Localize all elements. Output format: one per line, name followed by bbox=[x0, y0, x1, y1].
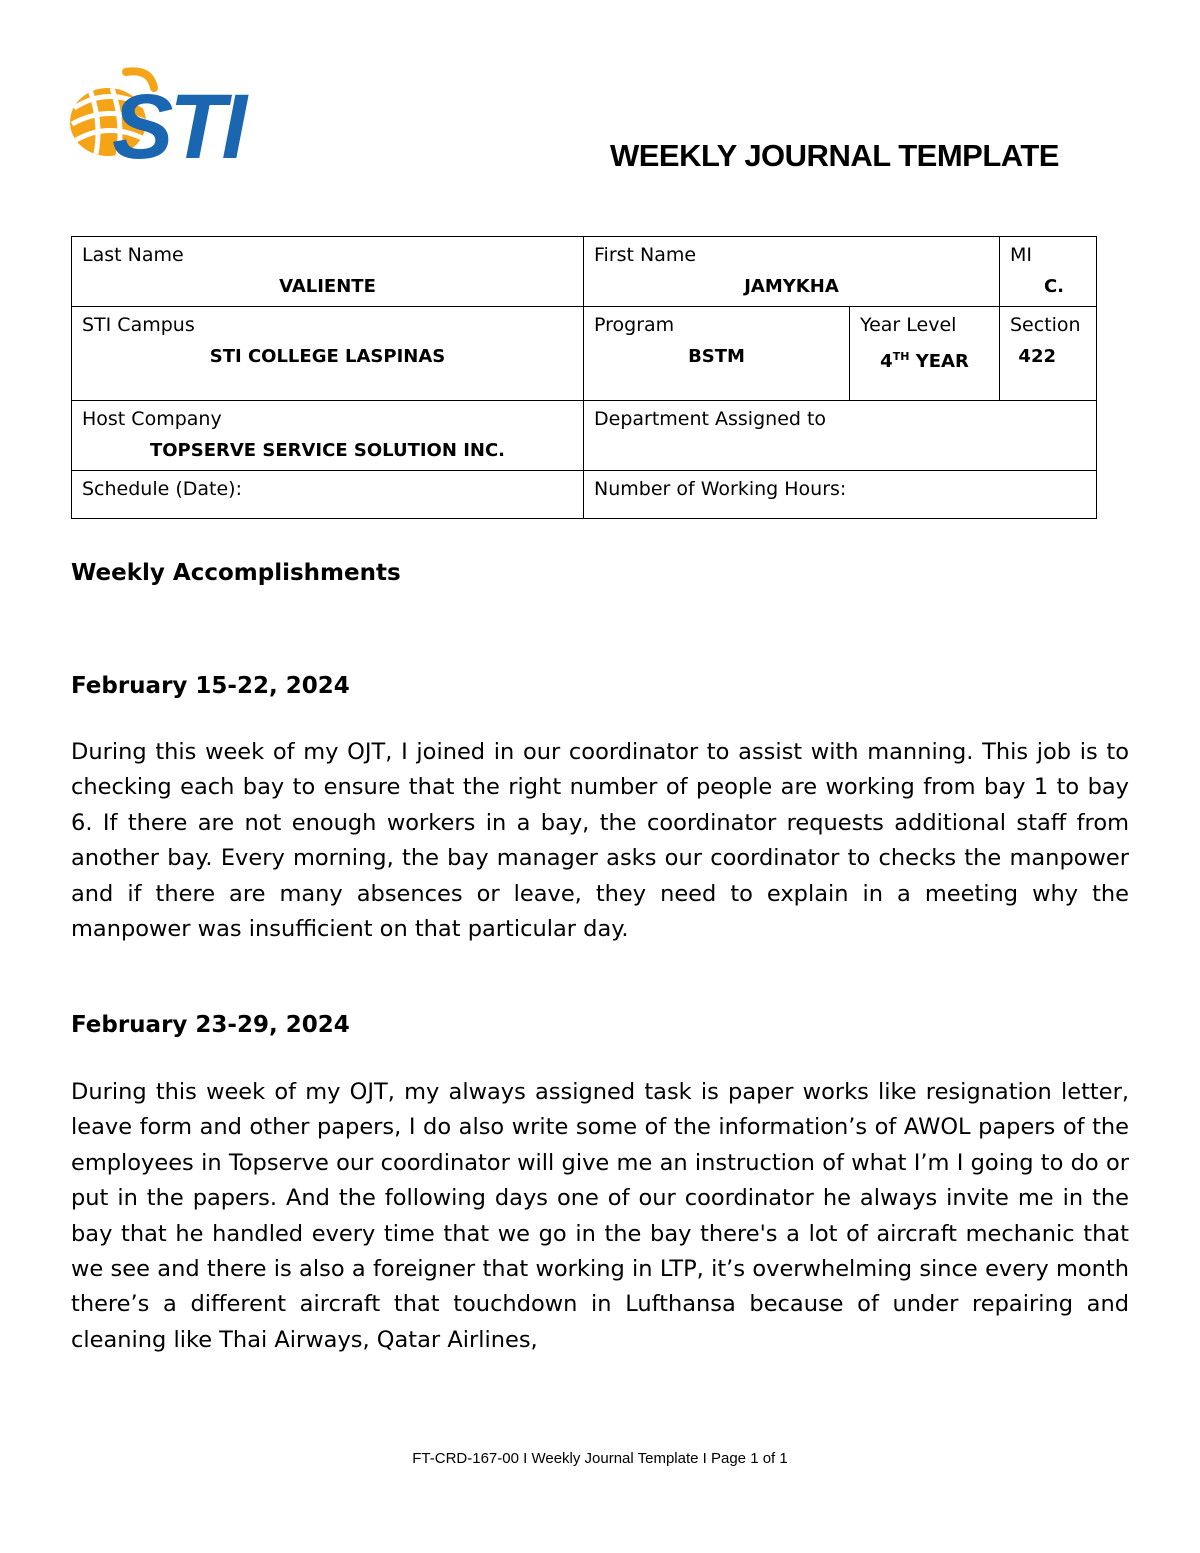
program-cell bbox=[584, 307, 850, 401]
schedule-row bbox=[72, 471, 1097, 519]
mi-label: MI bbox=[1010, 244, 1032, 266]
host-company-cell bbox=[72, 401, 584, 471]
week-1-heading: February 15-22, 2024 bbox=[71, 673, 350, 699]
name-row bbox=[72, 237, 1097, 307]
schedule-label: Schedule (Date): bbox=[82, 478, 242, 500]
section-cell bbox=[1000, 307, 1097, 401]
year-level-cell bbox=[850, 307, 1000, 401]
logo-text: STI bbox=[112, 76, 244, 170]
campus-row bbox=[72, 307, 1097, 401]
student-info-table bbox=[71, 236, 1097, 519]
sti-logo bbox=[66, 66, 271, 170]
year-level-suffix: TH bbox=[892, 350, 910, 363]
program-value: BSTM bbox=[688, 346, 745, 367]
last-name-value: VALIENTE bbox=[279, 276, 376, 297]
year-level-number: 4 bbox=[880, 351, 893, 372]
section-value: 422 bbox=[1018, 346, 1056, 367]
week-2-paragraph: During this week of my OJT, my always assigned task is paper works like resignation letter, leave form and other papers, I do also write some of the information’s of AWOL papers of the employees in Topserve our coordinator will give me an instruction of what I’m I going to do or put in the papers. And the following days one of our coordinator he always invite me in the bay that he handled every time that we go in the bay there's a lot of aircraft mechanic that we see and there is also a foreigner that working in LTP, it’s overwhelming since every month there’s a different aircraft that touchdown in Lufthansa because of under repairing and cleaning like Thai Airways, Qatar Airlines, bbox=[71, 1079, 1129, 1353]
last-name-cell bbox=[72, 237, 584, 307]
weekly-accomplishments-heading: Weekly Accomplishments bbox=[71, 560, 401, 586]
working-hours-cell bbox=[584, 471, 1097, 519]
campus-cell bbox=[72, 307, 584, 401]
working-hours-label: Number of Working Hours: bbox=[594, 478, 847, 500]
year-level-value bbox=[860, 341, 989, 377]
department-cell bbox=[584, 401, 1097, 471]
host-company-label: Host Company bbox=[82, 408, 222, 430]
mi-value: C. bbox=[1043, 276, 1064, 297]
mi-cell bbox=[1000, 237, 1097, 307]
year-level-word: YEAR bbox=[909, 351, 969, 372]
host-company-value: TOPSERVE SERVICE SOLUTION INC. bbox=[149, 440, 506, 461]
department-label: Department Assigned to bbox=[594, 408, 827, 430]
first-name-cell bbox=[584, 237, 1000, 307]
campus-value: STI COLLEGE LASPINAS bbox=[209, 346, 446, 367]
document-title: WEEKLY JOURNAL TEMPLATE bbox=[610, 138, 1059, 173]
week-2-heading: February 23-29, 2024 bbox=[71, 1012, 350, 1038]
program-label: Program bbox=[594, 314, 675, 336]
week-1-paragraph: During this week of my OJT, I joined in our coordinator to assist with manning. This job is to checking each bay to ensure that the right number of people are working from bay 1 to bay 6. If there are not enough workers in a bay, the coordinator requests additional staff from another bay. Every morning, the bay manager asks our coordinator to checks the manpower and if there are many absences or leave, they need to explain in a meeting why the manpower was insufficient on that particular day. bbox=[71, 739, 1129, 943]
year-level-label: Year Level bbox=[860, 314, 957, 336]
section-label: Section bbox=[1010, 314, 1081, 336]
last-name-label: Last Name bbox=[82, 244, 184, 266]
page-footer: FT-CRD-167-00 I Weekly Journal Template I Page 1 of 1 bbox=[412, 1450, 788, 1467]
company-row bbox=[72, 401, 1097, 471]
schedule-cell bbox=[72, 471, 584, 519]
campus-label: STI Campus bbox=[82, 314, 195, 336]
first-name-label: First Name bbox=[594, 244, 697, 266]
first-name-value: JAMYKHA bbox=[744, 276, 839, 297]
